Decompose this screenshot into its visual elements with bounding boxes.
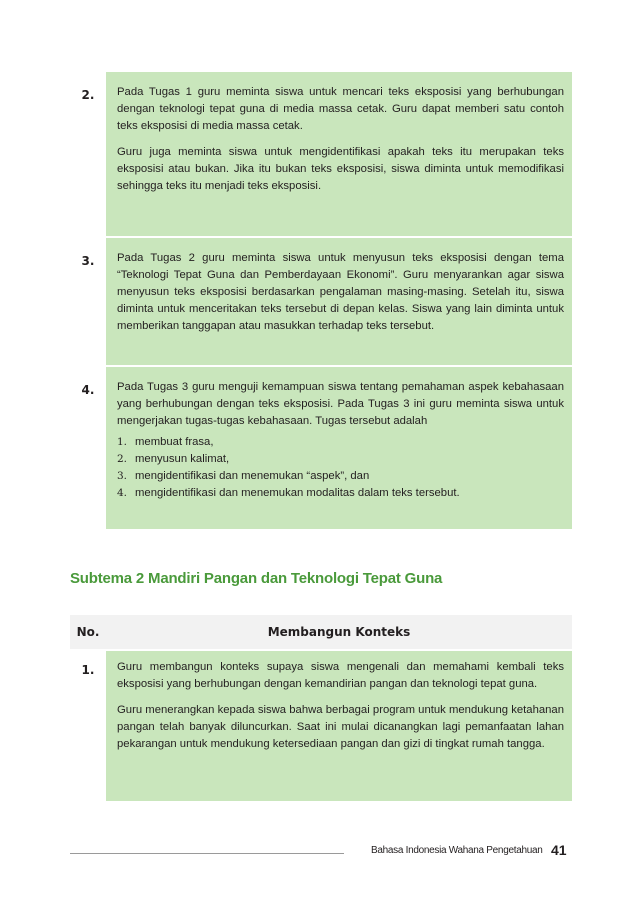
row-number: 2. bbox=[70, 72, 106, 236]
table-row bbox=[70, 238, 572, 367]
paragraph: Pada Tugas 3 guru menguji kemampuan siswa tentang pemahaman aspek kebahasaan yang berhubungan dengan teks eksposisi. Pada Tugas 3 ini guru meminta siswa untuk mengerjakan tugas-tugas kebahasaan. Tugas tersebut adalah bbox=[117, 381, 564, 427]
row-content bbox=[106, 367, 572, 529]
list-number: 4. bbox=[117, 487, 128, 499]
list-text: mengidentifikasi dan menemukan modalitas dalam teks tersebut. bbox=[135, 487, 460, 499]
list-item bbox=[117, 468, 564, 485]
row-content bbox=[106, 651, 572, 801]
table-row bbox=[70, 651, 572, 801]
table-header bbox=[70, 615, 572, 649]
list-text: membuat frasa, bbox=[135, 436, 214, 448]
paragraph: Guru menerangkan kepada siswa bahwa berbagai program untuk mendukung ketahanan pangan telah banyak diluncurkan. Saat ini mulai dicanangkan lagi pemanfaatan lahan pekarangan untuk mendukung ketersediaan pangan dan gizi di tingkat rumah tangga. bbox=[117, 704, 564, 750]
paragraph: Pada Tugas 1 guru meminta siswa untuk mencari teks eksposisi yang berhubungan dengan teknologi tepat guna di media massa cetak. Guru dapat memberi satu contoh teks eksposisi di media massa cetak. bbox=[117, 86, 564, 132]
task-table bbox=[70, 72, 572, 529]
page-number: 41 bbox=[551, 842, 567, 858]
row-content bbox=[106, 72, 572, 236]
row-number: 3. bbox=[70, 238, 106, 365]
table-row bbox=[70, 72, 572, 238]
header-no: No. bbox=[76, 625, 100, 639]
context-table bbox=[70, 651, 572, 801]
list-item bbox=[117, 434, 564, 451]
row-content bbox=[106, 238, 572, 365]
row-number: 4. bbox=[70, 367, 106, 529]
footer-divider bbox=[70, 853, 344, 854]
paragraph: Guru membangun konteks supaya siswa mengenali dan memahami kembali teks eksposisi yang berhubungan dengan kemandirian pangan dan teknologi tepat guna. bbox=[117, 661, 564, 690]
list-number: 2. bbox=[117, 453, 128, 465]
list-text: mengidentifikasi dan menemukan “aspek”, dan bbox=[135, 470, 370, 482]
list-item bbox=[117, 485, 564, 502]
row-number: 1. bbox=[70, 651, 106, 801]
list-text: menyusun kalimat, bbox=[135, 453, 230, 465]
list-number: 3. bbox=[117, 470, 128, 482]
header-title: Membangun Konteks bbox=[267, 625, 411, 639]
list-item bbox=[117, 451, 564, 468]
paragraph: Guru juga meminta siswa untuk mengidentifikasi apakah teks itu merupakan teks eksposisi atau bukan. Jika itu bukan teks eksposisi, siswa diminta untuk memodifikasi sehingga teks itu menjadi teks eksposisi. bbox=[117, 146, 564, 192]
paragraph: Pada Tugas 2 guru meminta siswa untuk menyusun teks eksposisi dengan tema “Teknologi Tepat Guna dan Pemberdayaan Ekonomi”. Guru menyarankan agar siswa menyusun teks eksposisi berdasarkan pengalaman masing-masing. Setelah itu, siswa diminta untuk menceritakan teks tersebut di depan kelas. Siswa yang lain diminta untuk memberikan tanggapan atau masukkan terhadap teks tersebut. bbox=[117, 252, 564, 332]
task-list bbox=[117, 434, 564, 502]
footer-book-title: Bahasa Indonesia Wahana Pengetahuan bbox=[371, 845, 543, 856]
table-row bbox=[70, 367, 572, 529]
subtheme-heading: Subtema 2 Mandiri Pangan dan Teknologi Tepat Guna bbox=[70, 570, 443, 587]
list-number: 1. bbox=[117, 436, 128, 448]
